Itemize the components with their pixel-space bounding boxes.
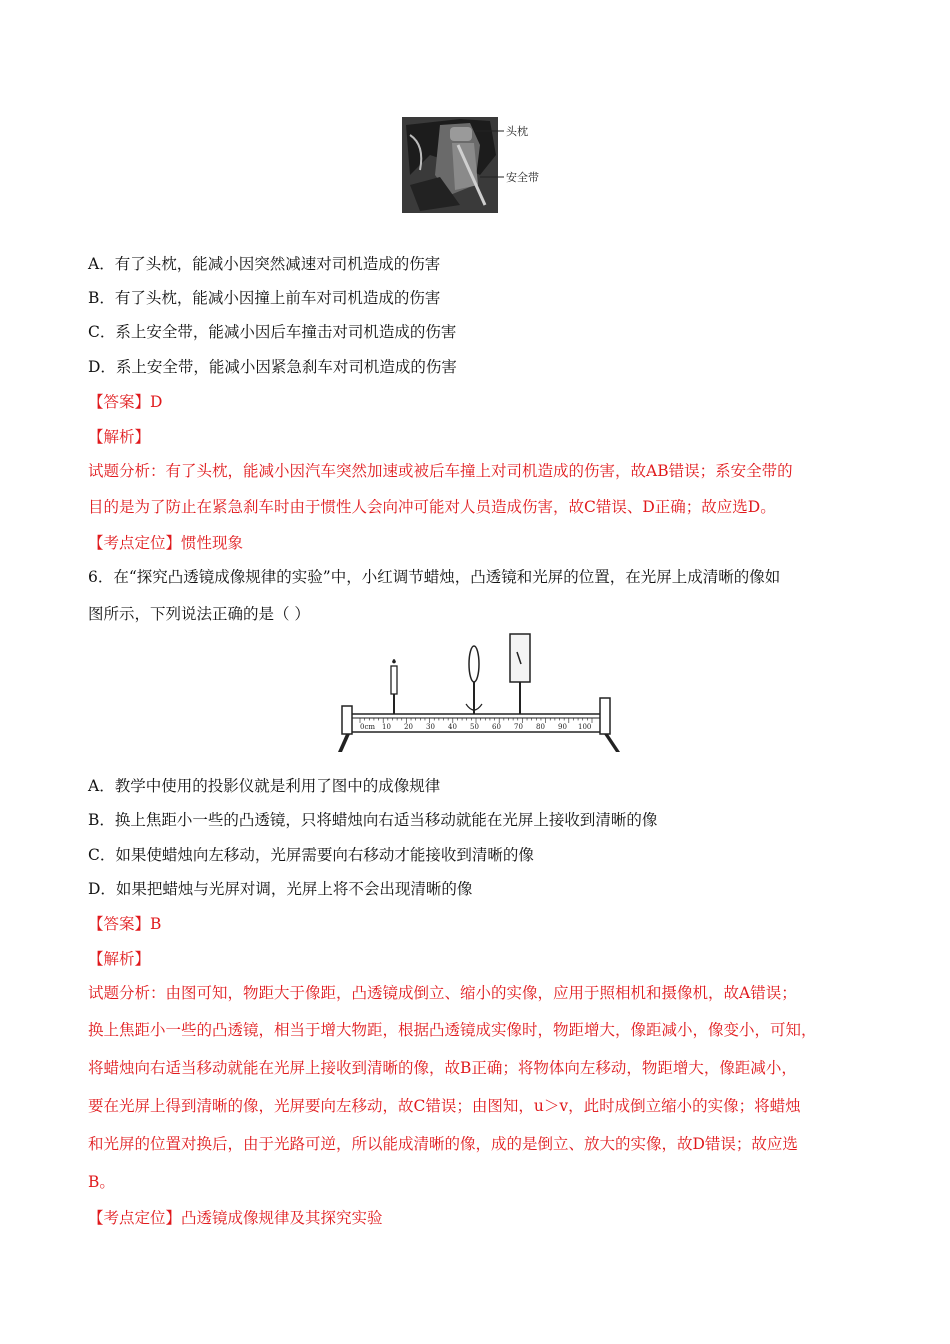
left-leg <box>338 734 350 752</box>
ruler-label: 0cm <box>360 723 376 731</box>
candle <box>391 666 397 694</box>
q6-analysis-line-6: B。 <box>88 1173 115 1191</box>
q6-option-d: D．如果把蜡烛与光屏对调，光屏上将不会出现清晰的像 <box>88 880 473 898</box>
car-seat-figure <box>400 115 550 219</box>
ruler-label: 10 <box>382 723 391 731</box>
q6-analysis-line-5: 和光屏的位置对换后，由于光路可逆，所以能成清晰的像，成的是倒立、放大的实像，故D错误；故应选 <box>88 1135 798 1153</box>
q6-analysis-line-4: 要在光屏上得到清晰的像，光屏要向左移动，故C错误；由图知，u＞v，此时成倒立缩小的实像；将蜡烛 <box>88 1097 801 1115</box>
q6-analysis-line-1: 试题分析：由图可知，物距大于像距，凸透镜成倒立、缩小的实像，应用于照相机和摄像机，故A错误； <box>88 984 797 1002</box>
q5-option-b: B．有了头枕，能减小因撞上前车对司机造成的伤害 <box>88 289 441 307</box>
q6-analysis-heading: 【解析】 <box>88 950 151 968</box>
optical-bench-figure <box>334 632 624 754</box>
q5-analysis-heading: 【解析】 <box>88 428 151 446</box>
ruler-label: 40 <box>448 723 457 731</box>
q5-answer: 【答案】D <box>88 393 163 411</box>
q6-knowledge-point: 【考点定位】凸透镜成像规律及其探究实验 <box>88 1209 383 1227</box>
ruler-label: 30 <box>426 723 435 731</box>
ruler-label: 90 <box>558 723 567 731</box>
candle-flame <box>392 659 396 664</box>
q6-stem-line-2: 图所示，下列说法正确的是（ ） <box>88 605 310 623</box>
ruler-label: 100 <box>578 723 592 731</box>
ruler-label: 80 <box>536 723 545 731</box>
q6-answer: 【答案】B <box>88 915 162 933</box>
right-leg <box>604 734 620 752</box>
ruler-label: 60 <box>492 723 501 731</box>
q5-knowledge-point: 【考点定位】惯性现象 <box>88 534 244 552</box>
seatbelt-label: 安全带 <box>506 171 539 184</box>
light-screen <box>510 634 530 682</box>
q5-option-c: C．系上安全带，能减小因后车撞击对司机造成的伤害 <box>88 323 457 341</box>
ruler-label: 70 <box>514 723 523 731</box>
q5-option-a: A．有了头枕，能减小因突然减速对司机造成的伤害 <box>88 255 441 273</box>
q5-option-d: D．系上安全带，能减小因紧急刹车对司机造成的伤害 <box>88 358 457 376</box>
headrest-label: 头枕 <box>506 125 528 138</box>
q6-stem-line-1: 6．在“探究凸透镜成像规律的实验”中，小红调节蜡烛，凸透镜和光屏的位置，在光屏上成清晰的像如 <box>88 568 781 586</box>
q5-analysis-line-2: 目的是为了防止在紧急刹车时由于惯性人会向冲可能对人员造成伤害，故C错误、D正确；故应选D。 <box>88 498 776 516</box>
q6-analysis-line-3: 将蜡烛向右适当移动就能在光屏上接收到清晰的像，故B正确；将物体向左移动，物距增大，像距减小， <box>88 1059 797 1077</box>
q5-analysis-line-1: 试题分析：有了头枕，能减小因汽车突然加速或被后车撞上对司机造成的伤害，故AB错误；系安全带的 <box>88 462 793 480</box>
convex-lens <box>469 646 479 682</box>
q6-option-b: B．换上焦距小一些的凸透镜，只将蜡烛向右适当移动就能在光屏上接收到清晰的像 <box>88 811 658 829</box>
q6-option-a: A．教学中使用的投影仪就是利用了图中的成像规律 <box>88 777 441 795</box>
optical-bench-drawing <box>334 632 624 754</box>
q6-analysis-line-2: 换上焦距小一些的凸透镜，相当于增大物距，根据凸透镜成实像时，物距增大，像距减小，像变小，可知， <box>88 1021 817 1039</box>
ruler-label: 20 <box>404 723 413 731</box>
ruler-label: 50 <box>470 723 479 731</box>
q6-option-c: C．如果使蜡烛向左移动，光屏需要向右移动才能接收到清晰的像 <box>88 846 534 864</box>
